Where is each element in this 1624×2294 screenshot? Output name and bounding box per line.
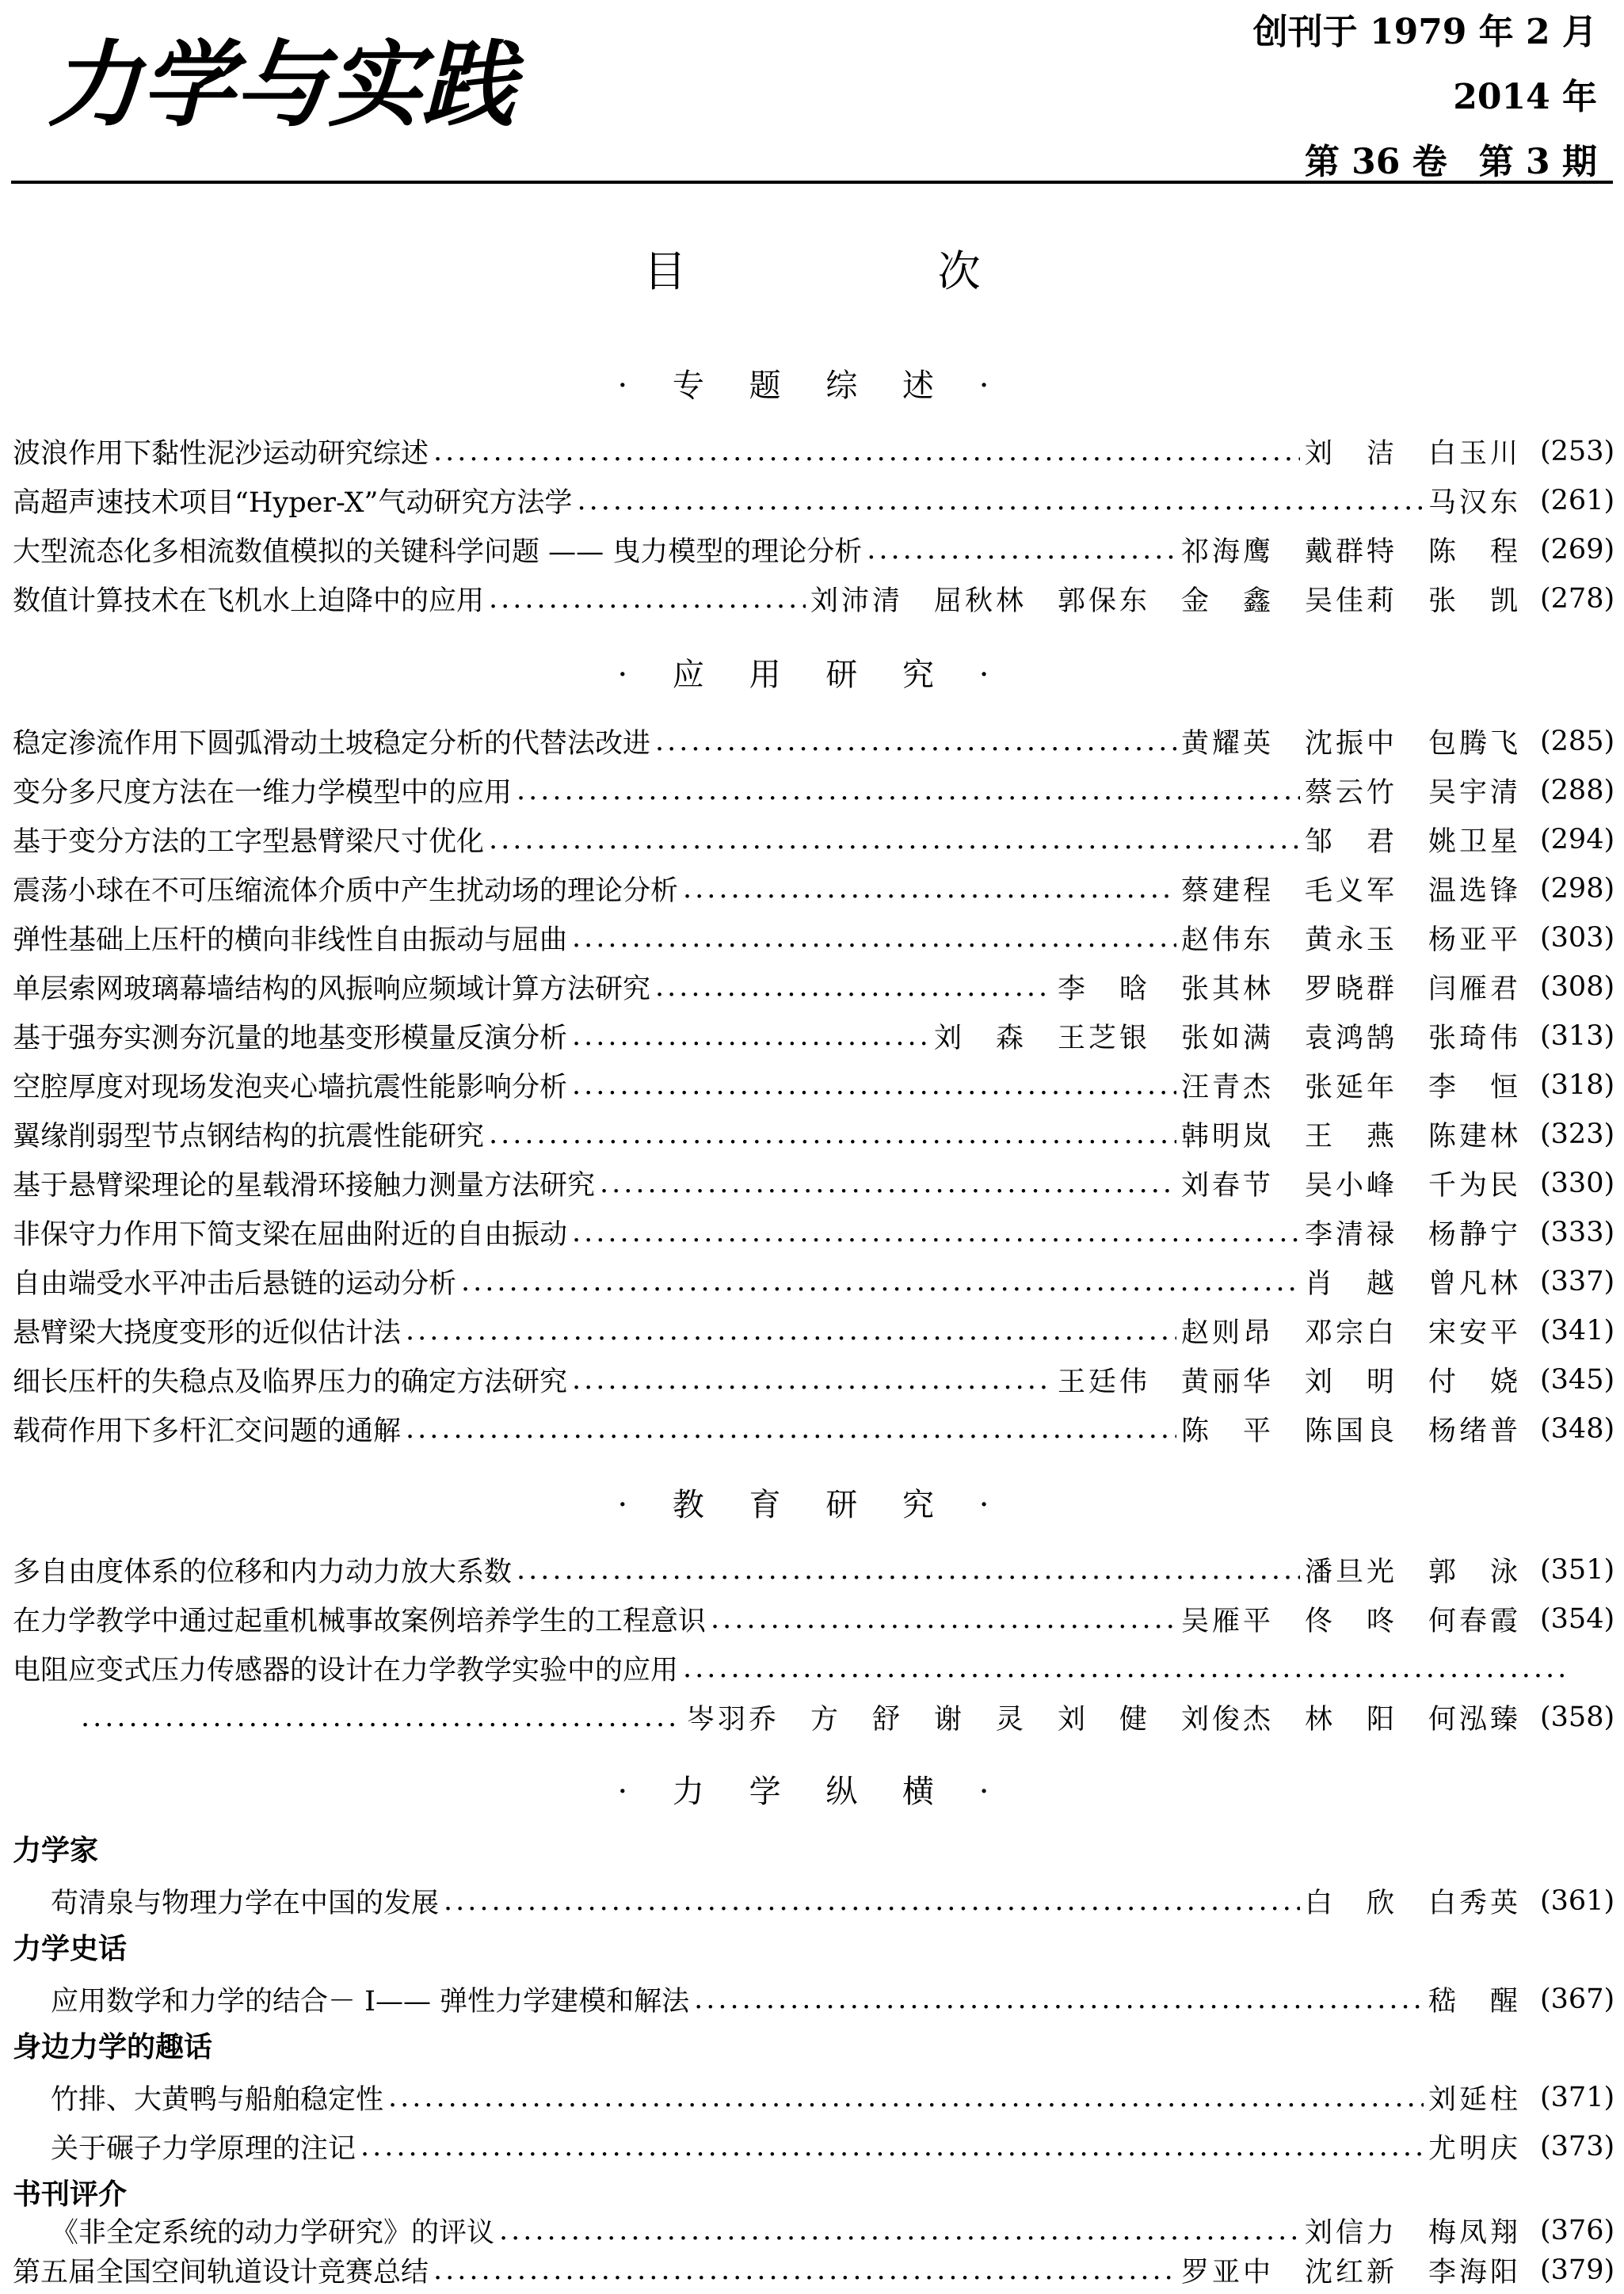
leader-dots <box>683 873 1176 905</box>
entry-page: (361) <box>1540 1885 1615 1917</box>
entry-page: (298) <box>1540 873 1615 905</box>
calligraphy-logo <box>48 16 602 143</box>
leader-dots <box>489 1118 1176 1150</box>
category-heading: 书刊评介 <box>13 2178 128 2211</box>
section-heading: · 教 育 研 究 · <box>617 1487 1007 1523</box>
entry-page: (367) <box>1540 1983 1615 2015</box>
entry-authors: 蔡云竹 吴宇清 <box>1304 777 1521 809</box>
leader-dots <box>388 2082 1424 2113</box>
leader-dots <box>572 1217 1300 1248</box>
toc-entry[interactable] <box>13 575 1615 623</box>
category-heading: 力学家 <box>13 1834 99 1867</box>
toc-entry[interactable] <box>13 767 1615 814</box>
entry-authors: 祁海鹰 戴群特 陈 程 <box>1180 536 1521 568</box>
entry-page: (303) <box>1540 922 1615 954</box>
entry-title: 高超声速技术项目“Hyper-X”气动研究方法学 <box>13 487 573 519</box>
entry-title: 第五届全国空间轨道设计竞赛总结 <box>13 2257 429 2288</box>
toc-entry-line2[interactable] <box>76 1694 1615 1741</box>
leader-dots <box>406 1413 1176 1445</box>
toc-entry[interactable] <box>13 526 1615 574</box>
toc-entry[interactable] <box>13 1061 1615 1109</box>
leader-dots <box>406 1315 1176 1347</box>
entry-authors: 刘信力 梅凤翔 <box>1304 2217 1521 2249</box>
entry-title: 大型流态化多相流数值模拟的关键科学问题 —— 曳力模型的理论分析 <box>13 536 863 568</box>
entry-page: (330) <box>1540 1168 1615 1199</box>
toc-entry[interactable] <box>13 1111 1615 1158</box>
toc-entry[interactable] <box>13 1209 1615 1256</box>
leader-dots <box>655 726 1176 757</box>
leader-dots <box>711 1603 1176 1635</box>
entry-title: 《非全定系统的动力学研究》的评议 <box>51 2217 495 2249</box>
entry-page: (341) <box>1540 1315 1615 1347</box>
toc-entry[interactable] <box>13 2246 1615 2294</box>
entry-page: (269) <box>1540 534 1615 566</box>
toc-entry-line1[interactable] <box>13 1644 1569 1692</box>
leader-dots <box>683 1652 1564 1684</box>
entry-title: 数值计算技术在飞机水上迫降中的应用 <box>13 585 485 617</box>
leader-dots <box>517 1554 1300 1586</box>
entry-page: (294) <box>1540 824 1615 855</box>
leader-dots <box>433 436 1300 467</box>
entry-authors: 汪青杰 张延年 李 恒 <box>1180 1072 1521 1103</box>
entry-title: 竹排、大黄鸭与船舶稳定性 <box>51 2084 384 2116</box>
entry-page: (288) <box>1540 775 1615 806</box>
leader-dots <box>577 485 1424 516</box>
entry-title: 单层索网玻璃幕墙结构的风振响应频域计算方法研究 <box>13 974 651 1005</box>
section-heading: · 专 题 综 述 · <box>617 368 1007 404</box>
entry-title: 震荡小球在不可压缩流体介质中产生扰动场的理论分析 <box>13 875 679 907</box>
entry-page: (371) <box>1540 2082 1615 2113</box>
entry-page: (318) <box>1540 1069 1615 1101</box>
entry-authors: 肖 越 曾凡林 <box>1304 1268 1521 1300</box>
leader-dots <box>360 2131 1424 2163</box>
leader-dots <box>694 1983 1424 2015</box>
entry-authors: 赵则昂 邓宗白 宋安平 <box>1180 1317 1521 1349</box>
entry-title: 变分多尺度方法在一维力学模型中的应用 <box>13 777 513 809</box>
entry-authors: 马汉东 <box>1428 487 1521 519</box>
entry-title: 多自由度体系的位移和内力动力放大系数 <box>13 1557 513 1588</box>
entry-authors: 刘 洁 白玉川 <box>1304 438 1521 470</box>
entry-page: (351) <box>1540 1554 1615 1586</box>
leader-dots <box>433 2254 1176 2286</box>
entry-title: 苟清泉与物理力学在中国的发展 <box>51 1888 440 1919</box>
leader-dots <box>444 1885 1300 1917</box>
entry-authors: 蔡建程 毛义军 温选锋 <box>1180 875 1521 907</box>
toc-entry[interactable] <box>51 1877 1615 1925</box>
entry-authors: 尤明庆 <box>1428 2133 1521 2165</box>
toc-entry[interactable] <box>13 1595 1615 1643</box>
entry-authors: 黄耀英 沈振中 包腾飞 <box>1180 728 1521 760</box>
toc-entry[interactable] <box>13 914 1615 962</box>
toc-entry[interactable] <box>13 1012 1615 1060</box>
entry-page: (278) <box>1540 583 1615 615</box>
entry-title: 弹性基础上压杆的横向非线性自由振动与屈曲 <box>13 924 568 956</box>
entry-page: (354) <box>1540 1603 1615 1635</box>
leader-dots <box>572 1020 929 1052</box>
volume-issue <box>1153 130 1597 195</box>
toc-entry[interactable] <box>13 1405 1615 1453</box>
founded-date: 创刊于 1979 年 2 月 <box>1252 12 1597 52</box>
entry-title: 稳定渗流作用下圆弧滑动土坡稳定分析的代替法改进 <box>13 728 651 760</box>
entry-authors: 韩明岚 王 燕 陈建林 <box>1180 1121 1521 1153</box>
entry-title: 载荷作用下多杆汇交问题的通解 <box>13 1416 402 1447</box>
entry-page: (253) <box>1540 436 1615 467</box>
toc-entry[interactable] <box>13 1307 1615 1355</box>
entry-page: (376) <box>1540 2215 1615 2246</box>
entry-title: 在力学教学中通过起重机械事故案例培养学生的工程意识 <box>13 1606 707 1637</box>
leader-dots <box>572 1364 1053 1396</box>
entry-authors: 陈 平 陈国良 杨绪普 <box>1180 1416 1521 1447</box>
entry-authors: 李 晗 张其林 罗晓群 闫雁君 <box>1057 974 1521 1005</box>
entry-title: 翼缘削弱型节点钢结构的抗震性能研究 <box>13 1121 485 1153</box>
entry-title: 悬臂梁大挠度变形的近似估计法 <box>13 1317 402 1349</box>
entry-page: (373) <box>1540 2131 1615 2163</box>
entry-title: 基于变分方法的工字型悬臂梁尺寸优化 <box>13 826 485 858</box>
entry-title: 波浪作用下黏性泥沙运动研究综述 <box>13 438 429 470</box>
leader-dots <box>461 1266 1300 1298</box>
entry-authors: 刘延柱 <box>1428 2084 1521 2116</box>
entry-title: 关于碾子力学原理的注记 <box>51 2133 356 2165</box>
entry-authors: 刘沛清 屈秋林 郭保东 金 鑫 吴佳莉 张 凯 <box>810 585 1521 617</box>
leader-dots <box>499 2215 1300 2246</box>
entry-page: (285) <box>1540 726 1615 757</box>
publication-year: 2014 年 <box>1453 77 1597 117</box>
toc-entry[interactable] <box>13 865 1615 913</box>
leader-dots <box>655 971 1053 1003</box>
entry-authors: 罗亚中 沈红新 李海阳 <box>1180 2257 1521 2288</box>
toc-entry[interactable] <box>51 2123 1615 2170</box>
leader-dots <box>867 534 1176 566</box>
entry-title: 基于强夯实测夯沉量的地基变形模量反演分析 <box>13 1023 568 1054</box>
volume: 第 36 卷 <box>1304 142 1447 182</box>
entry-title: 应用数学和力学的结合－ I—— 弹性力学建模和解法 <box>51 1986 690 2018</box>
section-heading: · 应 用 研 究 · <box>617 657 1007 693</box>
publication-info <box>1153 0 1597 195</box>
leader-dots <box>572 922 1176 954</box>
entry-title: 自由端受水平冲击后悬链的运动分析 <box>13 1268 457 1300</box>
entry-page: (333) <box>1540 1217 1615 1248</box>
entry-page: (358) <box>1540 1701 1615 1733</box>
entry-authors: 刘 森 王芝银 张如满 袁鸿鹄 张琦伟 <box>933 1023 1521 1054</box>
leader-dots <box>517 775 1300 806</box>
section-heading: · 力 学 纵 横 · <box>617 1774 1007 1810</box>
toc-entry[interactable] <box>13 1258 1615 1305</box>
entry-title: 基于悬臂梁理论的星载滑环接触力测量方法研究 <box>13 1170 596 1202</box>
category-heading: 力学史话 <box>13 1932 128 1965</box>
toc-entry[interactable] <box>13 428 1615 475</box>
toc-entry[interactable] <box>13 477 1615 524</box>
toc-entry[interactable] <box>13 963 1615 1011</box>
toc-entry[interactable] <box>13 816 1615 863</box>
entry-page: (313) <box>1540 1020 1615 1052</box>
leader-dots <box>81 1701 682 1733</box>
issue: 第 3 期 <box>1478 142 1597 182</box>
entry-authors: 赵伟东 黄永玉 杨亚平 <box>1180 924 1521 956</box>
leader-dots <box>600 1168 1176 1199</box>
entry-page: (323) <box>1540 1118 1615 1150</box>
toc-entry[interactable] <box>13 1546 1615 1594</box>
entry-page: (379) <box>1540 2254 1615 2286</box>
leader-dots <box>572 1069 1176 1101</box>
header-rule <box>11 181 1613 184</box>
entry-page: (337) <box>1540 1266 1615 1298</box>
toc-entry[interactable] <box>51 1976 1615 2023</box>
entry-authors: 潘旦光 郭 泳 <box>1304 1557 1521 1588</box>
entry-authors: 吴雁平 佟 咚 何春霞 <box>1180 1606 1521 1637</box>
toc-entry[interactable] <box>13 718 1615 765</box>
entry-authors: 嵇 醒 <box>1428 1986 1521 2018</box>
entry-title: 细长压杆的失稳点及临界压力的确定方法研究 <box>13 1366 568 1398</box>
entry-authors: 岑羽乔 方 舒 谢 灵 刘 健 刘俊杰 林 阳 何泓臻 <box>686 1704 1521 1736</box>
entry-title: 空腔厚度对现场发泡夹心墙抗震性能影响分析 <box>13 1072 568 1103</box>
entry-authors: 邹 君 姚卫星 <box>1304 826 1521 858</box>
entry-title: 非保守力作用下简支梁在屈曲附近的自由振动 <box>13 1219 568 1251</box>
leader-dots <box>489 824 1300 855</box>
category-heading: 身边力学的趣话 <box>13 2030 213 2063</box>
entry-page: (308) <box>1540 971 1615 1003</box>
entry-authors: 白 欣 白秀英 <box>1304 1888 1521 1919</box>
toc-entry[interactable] <box>13 1160 1615 1207</box>
entry-authors: 刘春节 吴小峰 千为民 <box>1180 1170 1521 1202</box>
journal-logo <box>48 16 602 143</box>
toc-entry[interactable] <box>13 1356 1615 1404</box>
entry-title: 电阻应变式压力传感器的设计在力学教学实验中的应用 <box>13 1655 679 1686</box>
entry-page: (261) <box>1540 485 1615 516</box>
entry-page: (348) <box>1540 1413 1615 1445</box>
entry-authors: 李清禄 杨静宁 <box>1304 1219 1521 1251</box>
entry-page: (345) <box>1540 1364 1615 1396</box>
logo-text: 力学与实践 <box>48 29 516 139</box>
leader-dots <box>489 583 806 615</box>
toc-title: 目 次 <box>643 246 1100 296</box>
entry-authors: 王廷伟 黄丽华 刘 明 付 娆 <box>1057 1366 1521 1398</box>
toc-entry[interactable] <box>51 2074 1615 2121</box>
